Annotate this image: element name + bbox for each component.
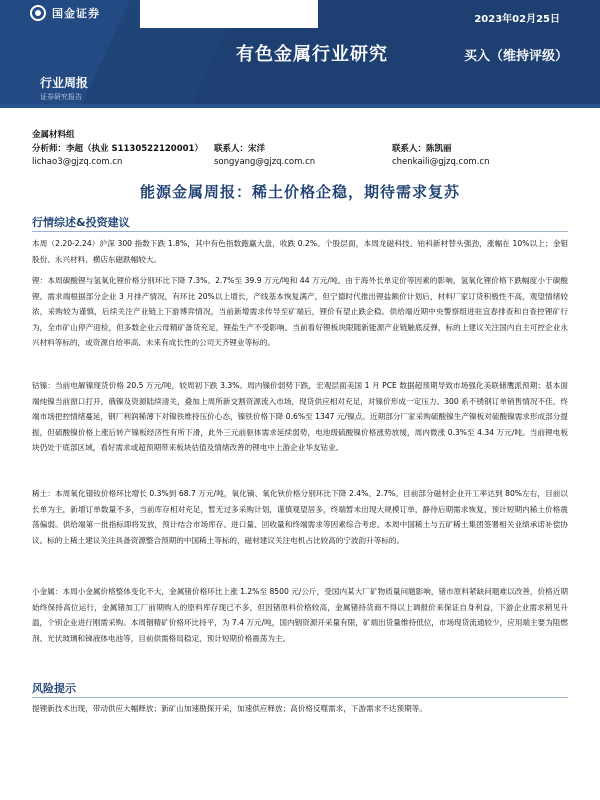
contact-1-name: 联系人：宋洋 <box>214 144 266 154</box>
section-heading-summary: 行情综述&投资建议 <box>32 216 130 229</box>
analyst-primary <box>32 143 214 169</box>
contact-2-name: 联系人：陈凯丽 <box>392 144 452 154</box>
analyst-email: lichao3@gjzq.com.cn <box>32 157 123 167</box>
rating-badge: 买入（维持评级） <box>463 49 568 64</box>
section-divider <box>32 231 568 232</box>
contact-1 <box>214 143 392 169</box>
document-title: 能源金属周报：稀土价格企稳，期待需求复苏 <box>139 183 460 201</box>
analyst-block <box>32 128 572 169</box>
sector-group: 金属材料组 <box>32 130 75 140</box>
paragraph-market-overview: 本周（2.20-2.24）沪深 300 指数下跌 1.8%，其中有色指数跑赢大盘，收跌 0.2%。个股层面，本周龙磁科技、铂科新材替头强劲，涨幅在 10%以上；金钼股份、永兴材料、横店东磁跌幅较大。 <box>32 239 568 264</box>
section-divider <box>32 697 568 698</box>
analyst-name: 分析师：李超（执业 S1130522120001） <box>32 144 203 154</box>
contact-2-email: chenkaili@gjzq.com.cn <box>392 157 490 167</box>
paragraph-cobalt-nickel: 钴镍：当前电解镍现货价格 20.5 万元/吨，较周初下跌 3.3%。周内镍价弱势下跌，宏观层面美国 1 月 PCE 数据超预期导致市场强化美联储鹰派预期；基本面端纯镍当前窗口打开，俄镍及资源陆续清关，叠加上周所新交割资源流入市场，现货供应相对充足，对镍价形成一定压力。300 系不锈钢订单销售情况不佳，终端市场把控情绪蔓延，钢厂利润稀薄下对镍铁维持压价心态，镍铁价格下降 0.6%至 1347 元/镍点。近期部分厂家采购硫酸镍生产镍板对硫酸镍需求形成部分提振，但硫酸镍价格上涨后转产镍板经济性有所下滑，此外三元前驱体需求延续弱势，电池级硫酸镍价格涨势放缓，周内微涨 0.3%至 4.34 万元/吨。当前锂电板块仍处于底部区域，看好需求或超预期带来板块估值及情绪改善的锂电中上游企业华友钴业。 <box>32 381 568 452</box>
paragraph-minor-metals: 小金属：本周小金属价格整体变化不大，金属锗价格环比上涨 1.2%至 8500 元/公斤，受国内某大厂矿物质量问题影响，锗市原料紧缺问题难以改善，价格近期始终保持高位运行，金属锗加工厂前期购入的原料库存现已不多，但因锗原料价格较高，金属锗持货商不得以上调报价来保证自身利益，下游企业需求稍见升温，个别企业进行刚需采购。本周铟精矿价格环比持平，为 7.4 万元/吨，国内铟资源开采量有限，矿端出货量维持低位，市场现货流通较少，应用端主要为阻燃剂、光伏玻璃和锑液体电池等，目前供需格局稳定，预计短期价格震荡为主。 <box>32 587 568 643</box>
report-subtype: 证券研究报告 <box>40 93 82 101</box>
report-industry-title: 有色金属行业研究 <box>236 44 388 65</box>
report-type: 行业周报 <box>40 76 89 90</box>
contact-2 <box>392 143 572 169</box>
paragraph-lithium: 锂：本周碳酸锂与氢氧化锂价格分别环比下降 7.3%、2.7%至 39.9 万元/吨和 44 万元/吨。由于海外长单定价等因素的影响，氢氧化锂价格下跌幅度小于碳酸锂。需求端根据部分企业 3 月排产情况，有环比 20%以上增长，产线基本恢复满产，但宁德时代推出锂盐额价计划后，材料厂家订货积极性不高，观望情绪较浓，采购较为谨慎，后续关注产业链上下游博弈情况，当前新增需求传导至矿端后，锂价有望止跌企稳。供给端近期中央警察组进驻宜春排查和自查控锂矿行为，全市矿山停产迎检，但多数企业云母精矿备货充足，锂盐生产不受影响。当前看好锂板块限随新能源产业链触底反弹，标的上建议关注国内自主可控企业永兴材料等标的，或资源自给率高、未来有成长性的公司天齐锂业等标的。 <box>32 276 568 347</box>
contact-1-email: songyang@gjzq.com.cn <box>214 157 316 167</box>
section-heading-risk: 风险提示 <box>32 682 76 695</box>
logo-text: 国金证券 <box>52 7 100 20</box>
report-date: 2023年02月25日 <box>474 14 560 25</box>
report-header-banner <box>0 0 600 108</box>
logo <box>30 5 100 21</box>
paragraph-rare-earth: 稀土：本周氧化镨钕价格环比增长 0.3%到 68.7 万元/吨，氧化镝、氧化钬价格分别环比下降 2.4%、2.7%。目前部分磁材企业开工率达到 80%左右，目前以长单为主，新增订单数量不多，当前库存相对充足，暂无过多采购计划，谨慎观望居多，终端暂未出现大规模订单，静待后期需求恢复，预计短期内稀土价格震荡偏弱。供给端第一批指标即将发放，预计结合市场库存、进口量、回收量和终端需求等因素综合考虑。本周中国稀土与五矿稀土集团签署相关业绩承诺补偿协议。标的上稀土建议关注具备资源整合预期的中国稀土等标的，磁材建议关注电机占比较高的宁波韵升等标的。 <box>32 489 568 545</box>
logo-icon <box>30 5 46 21</box>
analyst-row <box>32 143 572 169</box>
paragraph-risk: 提锂新技术出现，带动供应大幅释放；新矿山加速勘探开采，加速供应释放；高价格反噬需求，下游需求不达预期等。 <box>32 704 427 713</box>
